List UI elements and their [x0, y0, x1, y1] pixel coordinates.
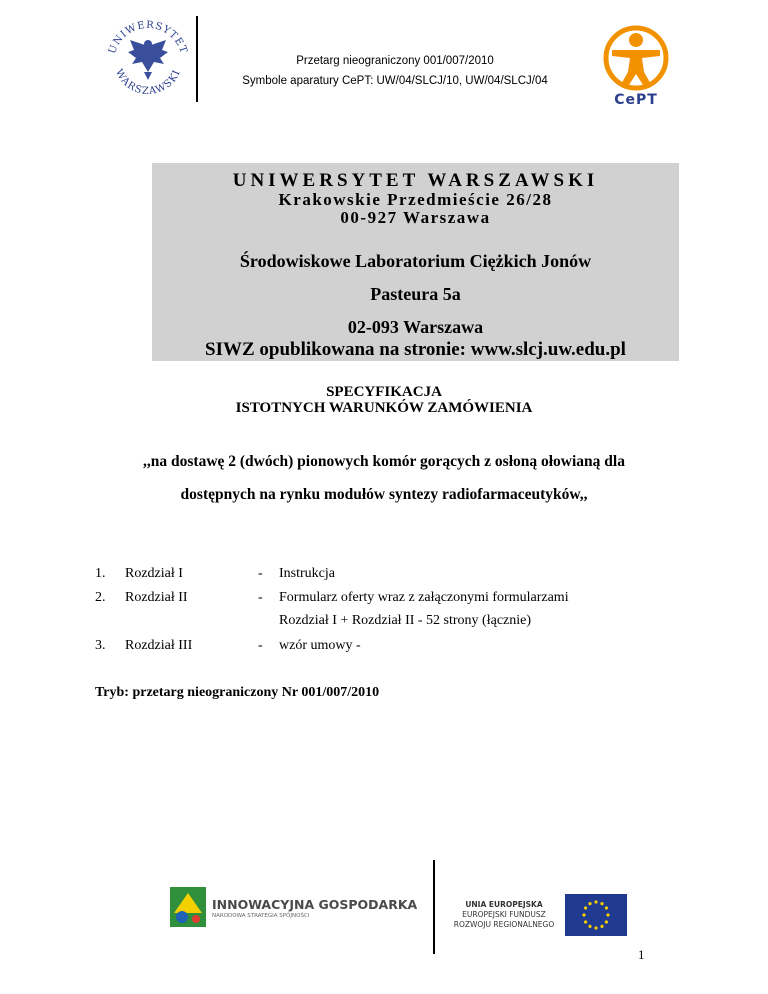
innovative-economy-emblem-icon [166, 883, 210, 931]
chapter-description: Formularz oferty wraz z załączonymi formularzami [279, 590, 569, 605]
procedure-mode: Tryb: przetarg nieograniczony Nr 001/007/2010 [95, 685, 380, 700]
equipment-symbols: Symbole aparatury CePT: UW/04/SLCJ/10, UW/04/SLCJ/04 [242, 75, 548, 87]
cept-logo-text: CePT [614, 92, 658, 108]
university-name: UNIWERSYTET WARSZAWSKI [232, 170, 599, 191]
header-divider [196, 16, 198, 102]
eu-flag-icon [565, 894, 627, 936]
eu-line2: EUROPEJSKI FUNDUSZ [462, 910, 546, 919]
chapter-name: Rozdział I [125, 566, 183, 581]
tender-number: Przetarg nieograniczony 001/007/2010 [296, 55, 494, 67]
document-title-line1: SPECYFIKACJA [326, 384, 442, 400]
chapter-number: 3. [95, 638, 106, 653]
university-city: 00-927 Warszawa [340, 208, 491, 227]
university-street: Krakowskie Przedmieście 26/28 [278, 190, 553, 209]
cept-logo [598, 22, 674, 114]
lab-city: 02-093 Warszawa [347, 317, 484, 337]
page-number: 1 [638, 947, 645, 962]
lab-name: Środowiskowe Laboratorium Ciężkich Jonów [239, 251, 592, 271]
university-seal-logo [100, 10, 196, 106]
chapter-name: Rozdział II [125, 590, 188, 605]
chapter-description: Rozdział I + Rozdział II - 52 strony (łącznie) [279, 613, 532, 628]
chapter-dash: - [258, 590, 263, 605]
chapter-name: Rozdział III [125, 638, 193, 653]
innovative-economy-logo [166, 883, 418, 931]
chapter-number: 1. [95, 566, 106, 581]
document-title-line2: ISTOTNYCH WARUNKÓW ZAMÓWIENIA [235, 400, 533, 416]
eu-line1: UNIA EUROPEJSKA [465, 900, 543, 909]
ig-title: INNOWACYJNA GOSPODARKA [212, 897, 418, 912]
eu-line3: ROZWOJU REGIONALNEGO [453, 920, 555, 929]
footer-divider [433, 860, 435, 954]
chapter-number: 2. [95, 590, 106, 605]
siwz-website-line: SIWZ opublikowana na stronie: www.slcj.uw.edu.pl [205, 339, 626, 360]
seal-text-top: UNIWERSYTET [107, 19, 189, 56]
chapter-dash: - [258, 638, 263, 653]
chapter-description: wzór umowy - [279, 638, 361, 653]
chapter-description: Instrukcja [279, 566, 335, 581]
subject-line2: dostępnych na rynku modułów syntezy radiofarmaceutyków,, [180, 486, 588, 503]
ig-subtitle: NARODOWA STRATEGIA SPÓJNOŚCI [212, 913, 310, 919]
lab-street: Pasteura 5a [370, 284, 461, 304]
subject-line1: ,,na dostawę 2 (dwóch) pionowych komór gorących z osłoną ołowianą dla [143, 453, 625, 470]
chapter-dash: - [258, 566, 263, 581]
eu-fund-logo [445, 890, 630, 940]
seal-text-bottom: WARSZAWSKI [112, 67, 183, 98]
